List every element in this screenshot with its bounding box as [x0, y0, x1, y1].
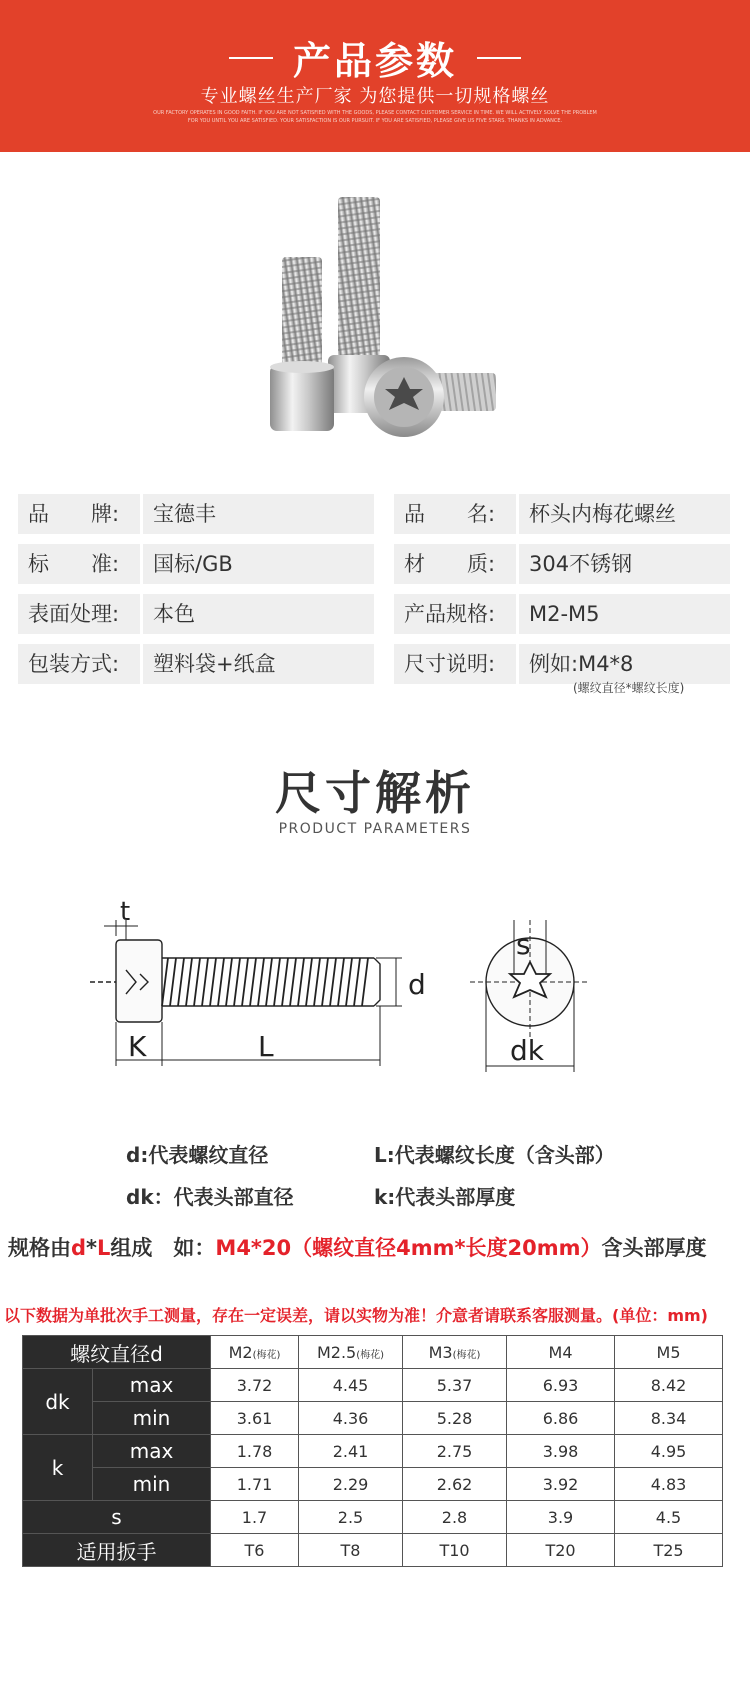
spec-value-brand: 宝德丰 — [143, 494, 374, 534]
cell-k-min-m2-5: 2.29 — [299, 1468, 403, 1501]
size-m3: M3(梅花) — [403, 1336, 507, 1369]
cell-dk-max-m5: 8.42 — [615, 1369, 723, 1402]
cell-s-m2: 1.7 — [211, 1501, 299, 1534]
cell-dk-min-m4: 6.86 — [507, 1402, 615, 1435]
cell-s-m2-5: 2.5 — [299, 1501, 403, 1534]
label-l: L — [258, 1030, 274, 1063]
row-label-dk: dk — [23, 1369, 93, 1435]
row-label-dk-max: max — [93, 1369, 211, 1402]
section-subtitle: PRODUCT PARAMETERS — [278, 821, 472, 837]
row-label-k: k — [23, 1435, 93, 1501]
table-row — [23, 1369, 723, 1402]
legend-l: L:代表螺纹长度（含头部） — [374, 1143, 615, 1167]
row-label-s: s — [23, 1501, 211, 1534]
title-left-rule — [229, 57, 273, 59]
spec-label-size-note: 尺寸说明: — [394, 644, 516, 684]
row-label-dk-min: min — [93, 1402, 211, 1435]
cell-dk-max-m4: 6.93 — [507, 1369, 615, 1402]
cell-wrench-m2-5: T8 — [299, 1534, 403, 1567]
cell-dk-min-m2-5: 4.36 — [299, 1402, 403, 1435]
table-row — [23, 1468, 723, 1501]
label-t: t — [120, 897, 131, 927]
cell-k-max-m2: 1.78 — [211, 1435, 299, 1468]
spec-row-2 — [18, 544, 730, 584]
dimension-table — [22, 1335, 723, 1567]
cell-dk-max-m2-5: 4.45 — [299, 1369, 403, 1402]
definition-d: d — [71, 1236, 87, 1260]
cell-k-min-m3: 2.62 — [403, 1468, 507, 1501]
cell-wrench-m5: T25 — [615, 1534, 723, 1567]
table-row — [23, 1435, 723, 1468]
spec-value-surface: 本色 — [143, 594, 374, 634]
table-row — [23, 1501, 723, 1534]
spec-value-size-example: 例如:M4*8 — [519, 644, 730, 684]
cell-dk-min-m3: 5.28 — [403, 1402, 507, 1435]
spec-value-size-range: M2-M5 — [519, 594, 730, 634]
definition-L: L — [97, 1236, 111, 1260]
spec-value-material: 304不锈钢 — [519, 544, 730, 584]
size-m2: M2(梅花) — [211, 1336, 299, 1369]
page-title: 产品参数 — [292, 39, 457, 83]
header-title-row — [0, 30, 750, 85]
label-dk: dk — [510, 1034, 544, 1067]
definition-star: * — [86, 1236, 98, 1260]
definition-suffix: 含头部厚度 — [601, 1236, 707, 1260]
spec-label-packaging: 包装方式: — [18, 644, 140, 684]
section-title: 尺寸解析 — [275, 766, 475, 820]
row-label-k-min: min — [93, 1468, 211, 1501]
row-label-k-max: max — [93, 1435, 211, 1468]
cell-s-m4: 3.9 — [507, 1501, 615, 1534]
legend-k: k:代表头部厚度 — [374, 1185, 516, 1209]
table-row — [23, 1402, 723, 1435]
cell-k-max-m4: 3.98 — [507, 1435, 615, 1468]
table-header-row — [23, 1336, 723, 1369]
header-fine-print-2: FOR YOU UNTIL YOU ARE SATISFIED. YOUR SATISFACTION IS OUR PURSUIT. IF YOU ARE SATISFIED, PLEASE GIVE US FIVE STARS. THANKS IN ADVANCE. — [187, 118, 563, 124]
size-m5: M5 — [615, 1336, 723, 1369]
table-row — [23, 1534, 723, 1567]
size-m4: M4 — [507, 1336, 615, 1369]
cell-wrench-m3: T10 — [403, 1534, 507, 1567]
spec-label-brand: 品 牌: — [18, 494, 140, 534]
cell-dk-max-m2: 3.72 — [211, 1369, 299, 1402]
header-thread-diameter: 螺纹直径d — [23, 1336, 211, 1369]
cell-wrench-m4: T20 — [507, 1534, 615, 1567]
row-label-wrench: 适用扳手 — [23, 1534, 211, 1567]
cell-s-m3: 2.8 — [403, 1501, 507, 1534]
cell-k-max-m2-5: 2.41 — [299, 1435, 403, 1468]
cell-k-max-m3: 2.75 — [403, 1435, 507, 1468]
header-subtitle: 专业螺丝生产厂家 为您提供一切规格螺丝 — [200, 86, 550, 107]
cell-k-min-m4: 3.92 — [507, 1468, 615, 1501]
spec-label-material: 材 质: — [394, 544, 516, 584]
cell-dk-min-m5: 8.34 — [615, 1402, 723, 1435]
spec-label-standard: 标 准: — [18, 544, 140, 584]
spec-size-footnote: (螺纹直径*螺纹长度) — [573, 681, 685, 695]
spec-value-product-name: 杯头内梅花螺丝 — [519, 494, 730, 534]
header-fine-print-1: OUR FACTORY OPERATES IN GOOD FAITH. IF YOU ARE NOT SATISFIED WITH THE GOODS, PLEASE CONTACT CUSTOMER SERVICE IN TIME. WE WILL ACTIVELY SOLVE THE PROBLEM — [153, 110, 597, 116]
label-k: K — [128, 1030, 147, 1063]
definition-prefix: 规格由 — [8, 1236, 71, 1260]
cell-dk-min-m2: 3.61 — [211, 1402, 299, 1435]
cell-k-min-m2: 1.71 — [211, 1468, 299, 1501]
product-photo — [270, 195, 540, 475]
cell-wrench-m2: T6 — [211, 1534, 299, 1567]
spec-row-4 — [18, 644, 730, 684]
spec-row-1 — [18, 494, 730, 534]
measurement-notice: 以下数据为单批次手工测量，存在一定误差，请以实物为准！介意者请联系客服测量。(单位：mm) — [4, 1306, 708, 1325]
cell-dk-max-m3: 5.37 — [403, 1369, 507, 1402]
size-m2-5: M2.5(梅花) — [299, 1336, 403, 1369]
label-s: s — [516, 928, 531, 961]
spec-value-standard: 国标/GB — [143, 544, 374, 584]
spec-label-product-name: 品 名: — [394, 494, 516, 534]
title-right-rule — [477, 57, 521, 59]
header-banner — [0, 0, 750, 152]
spec-row-3 — [18, 594, 730, 634]
spec-label-size-range: 产品规格: — [394, 594, 516, 634]
definition-example: M4*20（螺纹直径4mm*长度20mm） — [215, 1236, 602, 1260]
label-d: d — [408, 968, 426, 1001]
legend-d: d:代表螺纹直径 — [126, 1143, 269, 1167]
spec-value-packaging: 塑料袋+纸盒 — [143, 644, 374, 684]
cell-k-max-m5: 4.95 — [615, 1435, 723, 1468]
spec-definition-line — [8, 1232, 706, 1262]
dimension-diagram — [90, 890, 610, 1080]
legend-dk: dk：代表头部直径 — [126, 1185, 294, 1209]
cell-k-min-m5: 4.83 — [615, 1468, 723, 1501]
spec-label-surface: 表面处理: — [18, 594, 140, 634]
definition-mid: 组成 如： — [110, 1236, 216, 1260]
cell-s-m5: 4.5 — [615, 1501, 723, 1534]
